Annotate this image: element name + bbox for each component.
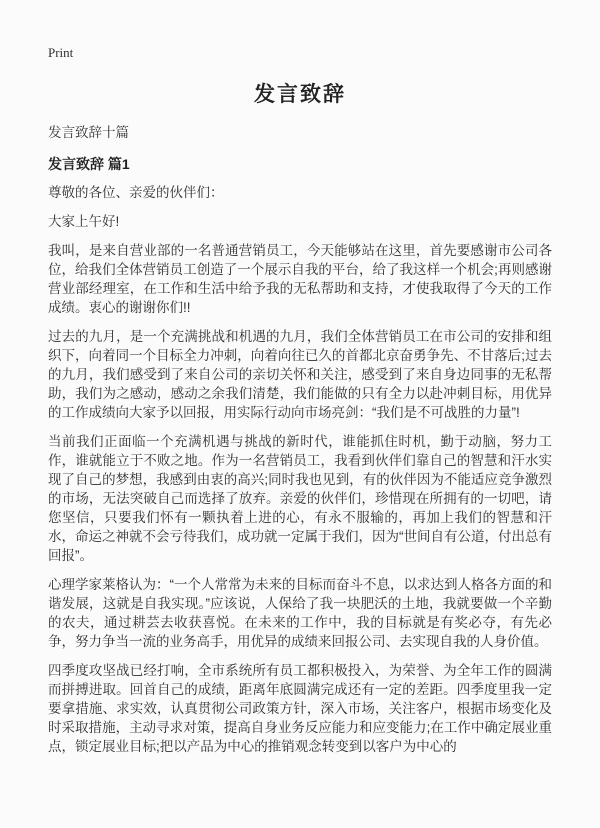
paragraph-psychologist-quote: 心理学家莱格认为：“一个人常常为未来的目标而奋斗不息，以求达到人格各方面的和谐发展，这就是自我实现。”应该说，人保给了我一块肥沃的土地，我就要做一个辛勤的农夫，通过耕芸去收获喜悦。在未来的工作中，我的目标就是有奖必夺，有先必争，努力争当一流的业务高手，用优异的成绩来回报公司、去实现自我的人身价值。 [48,577,552,649]
paragraph-intro-thanks: 我叫，是来自营业部的一名普通营销员工，今天能够站在这里，首先要感谢市公司各位，给我们全体营销员工创造了一个展示自我的平台，给了我这样一个机会;再则感谢营业部经理室，在工作和生活中给予我的无私帮助和支持，才使我取得了今天的工作成绩。衷心的谢谢你们!! [48,243,552,315]
section-heading: 发言致辞 篇1 [48,156,130,172]
paragraph-fourth-quarter: 四季度攻坚战已经打响，全市系统所有员工都积极投入，为荣誉、为全年工作的圆满而拼搏进取。回首自己的成绩，距离年底圆满完成还有一定的差距。四季度里我一定要拿措施、求实效，认真贯彻公司政策方针，深入市场，关注客户，根据市场变化及时采取措施，主动寻求对策，提高自身业务反应能力和应变能力;在工作中确定展业重点，锁定展业目标;把以产品为中心的推销观念转变到以客户为中心的 [48,663,552,754]
paragraph-greeting: 大家上午好! [48,214,120,229]
paragraph-new-era: 当前我们正面临一个充满机遇与挑战的新时代，谁能抓住时机，勤于动脑，努力工作，谁就能立于不败之地。作为一名营销员工，我看到伙伴们靠自己的智慧和汗水实现了自己的梦想，我感到由衷的高兴;同时我也见到，有的伙伴因为不能适应竞争激烈的市场，无法突破自己而选择了放弃。亲爱的伙伴们，珍惜现在所拥有的一切吧，请您坚信，只要我们怀有一颗执着上进的心，有永不服输的，再加上我们的智慧和汗水，命运之神就不会亏待我们，成功就一定属于我们，因为“世间自有公道，付出总有回报”。 [48,434,552,563]
print-link[interactable]: Print [48,45,74,60]
paragraph-september-review: 过去的九月，是一个充满挑战和机遇的九月，我们全体营销员工在市公司的安排和组织下，向着同一个目标全力冲刺，向着向往已久的首都北京奋勇争先、不甘落后;过去的九月，我们感受到了来自公司的亲切关怀和关注，感受到了来自身边同事的无私帮助，我们为之感动，感动之余我们清楚，我们能做的只有全力以赴冲刺目标，用优异的工作成绩向大家予以回报，用实际行动向市场亮剑：“我们是不可战胜的力量”! [48,329,552,420]
paragraph-salutation: 尊敬的各位、亲爱的伙伴们： [48,185,224,200]
page-title: 发言致辞 [254,83,346,106]
collection-subtitle: 发言致辞十篇 [48,125,129,140]
